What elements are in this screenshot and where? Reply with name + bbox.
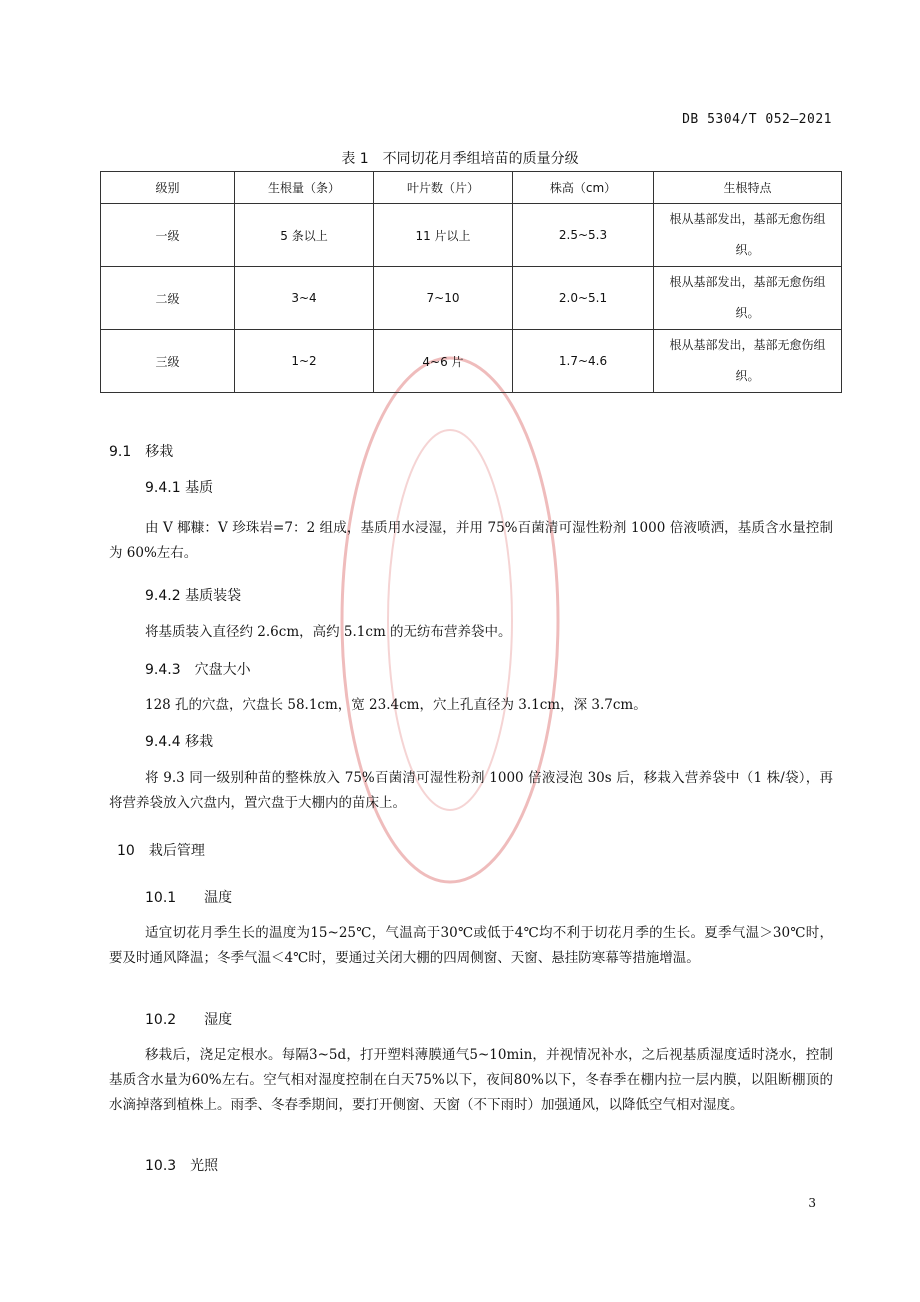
table-cell: 2.0~5.1 [513,267,654,330]
table-cell: 7~10 [374,267,513,330]
page-number: 3 [808,1196,816,1210]
table-cell: 2.5~5.3 [513,204,654,267]
section-heading-9-4-2: 9.4.2 基质装袋 [145,588,242,604]
table-cell: 5 条以上 [235,204,374,267]
table-cell: 11 片以上 [374,204,513,267]
section-heading-9-1: 9.1 移栽 [109,444,174,460]
table-title: 表 1 不同切花月季组培苗的质量分级 [341,151,579,167]
column-header: 生根特点 [654,172,842,204]
section-heading-10: 10 栽后管理 [117,843,205,859]
paragraph-9-4-3: 128 孔的穴盘，穴盘长 58.1cm，宽 23.4cm，穴上孔直径为 3.1cm，深 3.7cm。 [145,697,647,713]
section-heading-9-4-4: 9.4.4 移栽 [145,734,214,750]
column-header: 级别 [101,172,235,204]
paragraph-10-1: 适宜切花月季生长的温度为15~25℃，气温高于30℃或低于4℃均不利于切花月季的生长。夏季气温＞30℃时，要及时通风降温；冬季气温＜4℃时，要通过关闭大棚的四周侧窗、天窗、悬挂防寒幕等措施增温。 [109,925,833,966]
table-cell: 一级 [101,204,235,267]
table-header-row [101,172,842,204]
table-cell: 三级 [101,330,235,393]
section-heading-9-4-1: 9.4.1 基质 [145,480,214,496]
section-heading-10-3: 10.3 光照 [145,1158,219,1174]
table-cell: 二级 [101,267,235,330]
quality-grade-table [100,171,842,393]
paragraph-9-4-4: 将 9.3 同一级别种苗的整株放入 75%百菌清可湿性粉剂 1000 倍液浸泡 30s 后，移栽入营养袋中（1 株/袋），再将营养袋放入穴盘内，置穴盘于大棚内的苗床上。 [109,770,833,811]
table-cell: 4~6 片 [374,330,513,393]
table-row [101,330,842,393]
table-cell: 根从基部发出，基部无愈伤组织。 [654,267,842,330]
paragraph-9-4-1: 由 V 椰糠：V 珍珠岩=7：2 组成，基质用水浸湿，并用 75%百菌清可湿性粉剂 1000 倍液喷洒，基质含水量控制为 60%左右。 [109,520,833,561]
column-header: 叶片数（片） [374,172,513,204]
document-code: DB 5304/T 052—2021 [682,112,832,127]
paragraph-10-2: 移栽后，浇足定根水。每隔3~5d，打开塑料薄膜通气5~10min，并视情况补水，之后视基质湿度适时浇水，控制基质含水量为60%左右。空气相对湿度控制在白天75%以下，夜间80%以下，冬春季在棚内拉一层内膜，以阻断棚顶的水滴掉落到植株上。雨季、冬春季期间，要打开侧窗、天窗（不下雨时）加强通风，以降低空气相对湿度。 [109,1047,833,1113]
section-heading-10-2: 10.2 湿度 [145,1012,233,1028]
column-header: 株高（cm） [513,172,654,204]
table-row [101,204,842,267]
table-cell: 3~4 [235,267,374,330]
table-cell: 1~2 [235,330,374,393]
table-cell: 根从基部发出，基部无愈伤组织。 [654,330,842,393]
paragraph-9-4-2: 将基质装入直径约 2.6cm，高约 5.1cm 的无纺布营养袋中。 [145,624,512,640]
table-row [101,267,842,330]
column-header: 生根量（条） [235,172,374,204]
section-heading-10-1: 10.1 温度 [145,890,233,906]
table-cell: 1.7~4.6 [513,330,654,393]
section-heading-9-4-3: 9.4.3 穴盘大小 [145,662,251,678]
table-cell: 根从基部发出，基部无愈伤组织。 [654,204,842,267]
